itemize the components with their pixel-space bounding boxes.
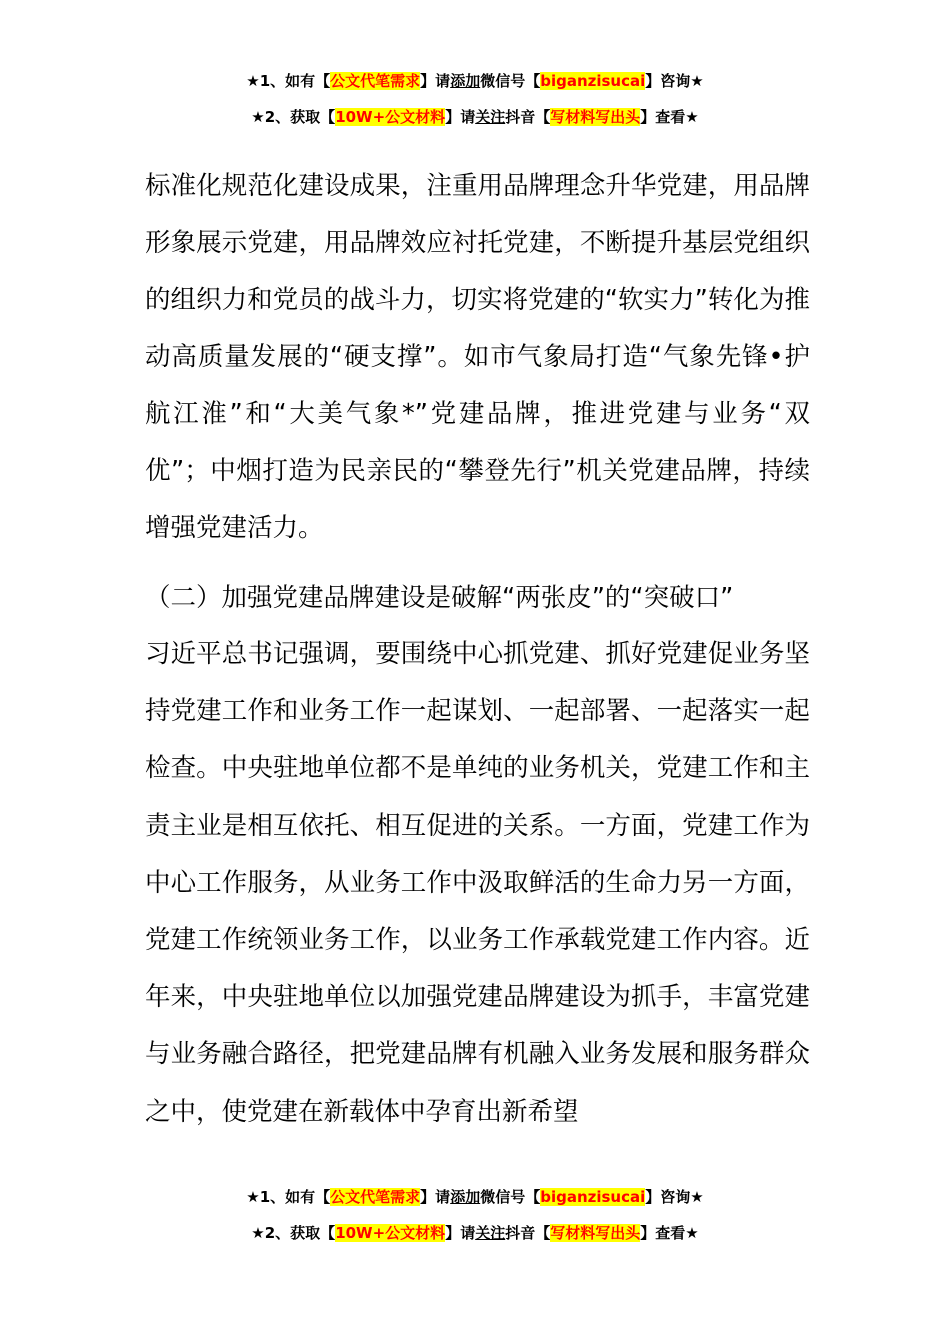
body-paragraph-1: 标准化规范化建设成果，注重用品牌理念升华党建，用品牌形象展示党建，用品牌效应衬托党建，不断提升基层党组织的组织力和党员的战斗力，切实将党建的“软实力”转化为推动高质量发展的“硬支撑”。如市气象局打造“气象先锋•护航江淮”和“大美气象*”党建品牌，推进党建与业务“双优”；中烟打造为民亲民的“攀登先行”机关党建品牌，持续增强党建活力。: [145, 171, 810, 543]
highlight-wechat-id: biganzisucai: [540, 1188, 646, 1206]
underlined-add: 添加: [450, 72, 481, 90]
header-banner: [0, 63, 950, 135]
banner-line-2: [0, 99, 950, 135]
highlight-ghostwriting-service: 公文代笔需求: [330, 1188, 421, 1206]
banner-text: ★1、如有【: [246, 72, 331, 90]
highlight-douyin-account: 写材料写出头: [550, 108, 641, 126]
banner-line-2: [0, 1215, 950, 1251]
banner-text: 微信号【: [480, 1188, 541, 1206]
highlight-materials: 10W+公文材料: [335, 1224, 446, 1242]
banner-text: 】查看★: [640, 1224, 699, 1242]
highlight-douyin-account: 写材料写出头: [550, 1224, 641, 1242]
underlined-follow: 关注: [475, 108, 506, 126]
banner-text: 】咨询★: [645, 72, 704, 90]
banner-text: 】查看★: [640, 108, 699, 126]
banner-text: 】请: [445, 108, 476, 126]
banner-line-1: [0, 63, 950, 99]
banner-text: ★2、获取【: [251, 1224, 336, 1242]
body-paragraph-2: 习近平总书记强调，要围绕中心抓党建、抓好党建促业务坚持党建工作和业务工作一起谋划、一起部署、一起落实一起检查。中央驻地单位都不是单纯的业务机关，党建工作和主责主业是相互依托、相互促进的关系。一方面，党建工作为中心工作服务，从业务工作中汲取鲜活的生命力另一方面，党建工作统领业务工作，以业务工作承载党建工作内容。近年来，中央驻地单位以加强党建品牌建设为抓手，丰富党建与业务融合路径，把党建品牌有机融入业务发展和服务群众之中，使党建在新载体中孕育出新希望: [145, 639, 810, 1127]
banner-text: 】请: [420, 72, 451, 90]
highlight-materials: 10W+公文材料: [335, 108, 446, 126]
highlight-wechat-id: biganzisucai: [540, 72, 646, 90]
banner-text: 】咨询★: [645, 1188, 704, 1206]
banner-text: ★2、获取【: [251, 108, 336, 126]
underlined-follow: 关注: [475, 1224, 506, 1242]
highlight-ghostwriting-service: 公文代笔需求: [330, 72, 421, 90]
underlined-add: 添加: [450, 1188, 481, 1206]
banner-text: ★1、如有【: [246, 1188, 331, 1206]
banner-text: 抖音【: [505, 1224, 551, 1242]
banner-text: 微信号【: [480, 72, 541, 90]
banner-text: 】请: [420, 1188, 451, 1206]
banner-text: 】请: [445, 1224, 476, 1242]
banner-text: 抖音【: [505, 108, 551, 126]
banner-line-1: [0, 1179, 950, 1215]
footer-banner: [0, 1179, 950, 1251]
section-heading: （二）加强党建品牌建设是破解“两张皮”的“突破口”: [145, 583, 734, 613]
